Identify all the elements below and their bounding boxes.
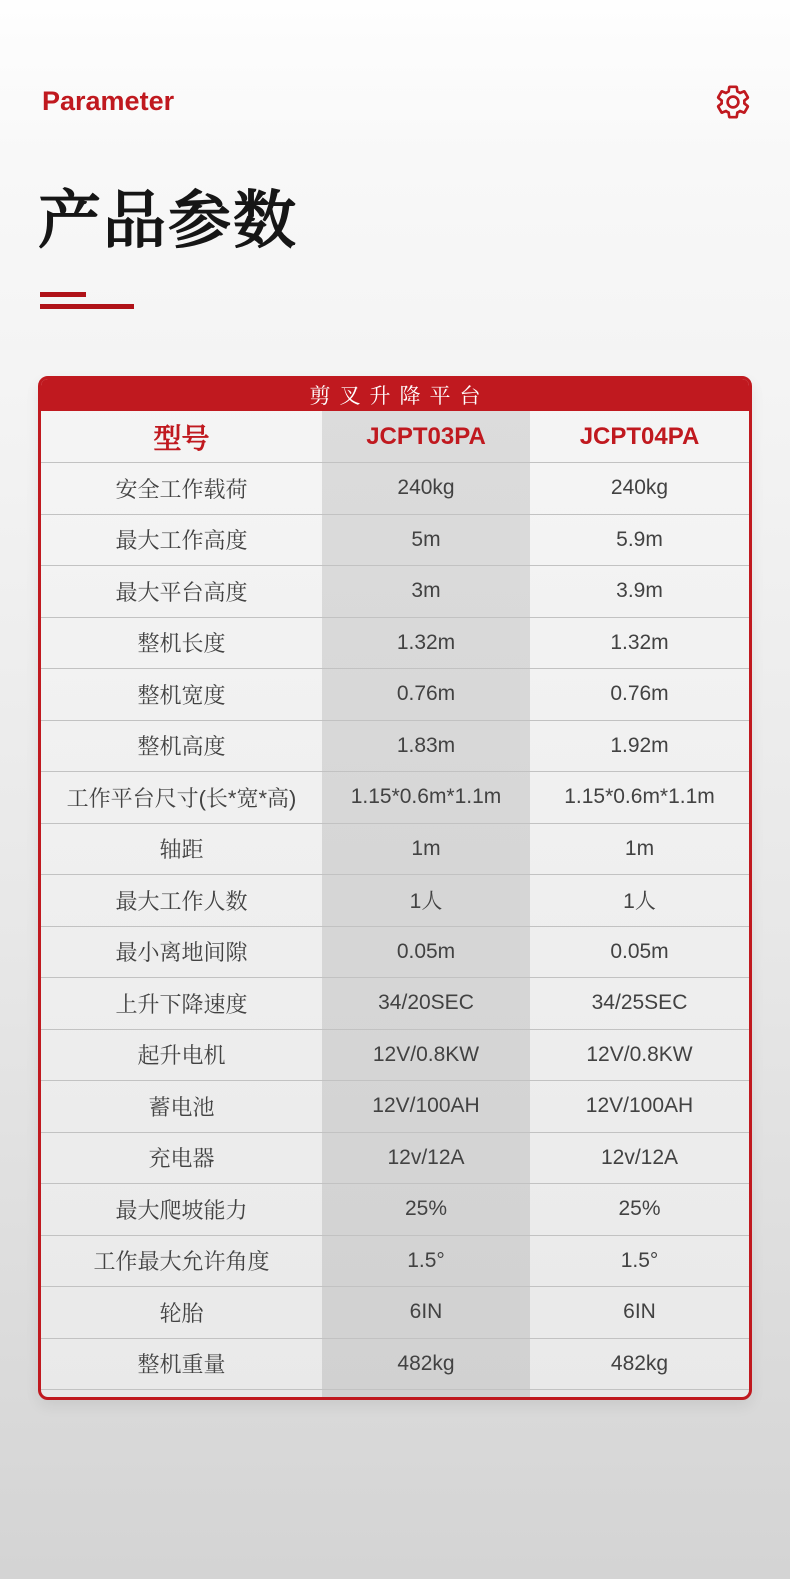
- spec-label-cell: 起升电机: [137, 1043, 226, 1069]
- spec-value-cell-jcpt03pa: 34/20SEC: [378, 991, 474, 1015]
- table-row: [41, 1030, 749, 1082]
- spec-value-cell-jcpt04pa: 3.9m: [616, 579, 663, 603]
- gear-icon: [714, 83, 752, 121]
- table-row: [41, 515, 749, 567]
- spec-value-cell-jcpt04pa: 34/25SEC: [591, 991, 688, 1015]
- spec-value-cell-jcpt03pa: 25%: [404, 1197, 448, 1221]
- spec-value-cell-jcpt03pa: 12v/12A: [387, 1145, 465, 1169]
- spec-table-rows: [41, 463, 749, 1390]
- spec-label-cell: 整机重量: [137, 1352, 226, 1378]
- spec-value-cell-jcpt03pa: 12V/0.8KW: [372, 1042, 480, 1066]
- column-header-jcpt03pa: JCPT03PA: [366, 422, 486, 450]
- spec-value-cell-jcpt03pa: 3m: [411, 579, 441, 603]
- spec-value-cell-jcpt03pa: 1.15*0.6m*1.1m: [350, 785, 502, 809]
- column-header-model: 型号: [153, 422, 210, 454]
- table-row: [41, 669, 749, 721]
- spec-value-cell-jcpt04pa: 1.15*0.6m*1.1m: [564, 785, 715, 809]
- spec-value-cell-jcpt04pa: 482kg: [610, 1351, 669, 1375]
- table-row: [41, 875, 749, 927]
- spec-value-cell-jcpt03pa: 0.05m: [396, 939, 456, 963]
- spec-value-cell-jcpt03pa: 1m: [411, 836, 441, 860]
- spec-label-cell: 整机高度: [137, 734, 226, 760]
- spec-value-cell-jcpt04pa: 12V/0.8KW: [586, 1042, 693, 1066]
- spec-label-cell: 整机宽度: [137, 682, 226, 708]
- spec-value-cell-jcpt03pa: 6IN: [409, 1300, 443, 1324]
- spec-table: [41, 411, 749, 1390]
- spec-value-cell-jcpt03pa: 1.83m: [396, 733, 456, 757]
- spec-label-cell: 上升下降速度: [115, 991, 248, 1017]
- spec-value-cell-jcpt04pa: 1.5°: [620, 1248, 659, 1272]
- table-row: [41, 1133, 749, 1185]
- spec-label-cell: 轴距: [159, 837, 204, 863]
- table-row: [41, 463, 749, 515]
- table-row: [41, 566, 749, 618]
- table-row: [41, 618, 749, 670]
- table-row: [41, 1339, 749, 1391]
- spec-label-cell: 最大爬坡能力: [115, 1197, 248, 1223]
- spec-value-cell-jcpt03pa: 1.32m: [396, 630, 456, 654]
- spec-value-cell-jcpt04pa: 1.32m: [610, 630, 669, 654]
- spec-value-cell-jcpt04pa: 0.76m: [610, 682, 669, 706]
- spec-label-cell: 工作最大允许角度: [93, 1249, 270, 1275]
- spec-value-cell-jcpt04pa: 1.92m: [610, 733, 669, 757]
- table-header-row: [41, 411, 749, 463]
- spec-value-cell-jcpt04pa: 1m: [624, 836, 655, 860]
- decor-line-long: [40, 304, 134, 309]
- table-row: [41, 1184, 749, 1236]
- spec-label-cell: 工作平台尺寸(长*宽*高): [66, 785, 297, 811]
- column-header-jcpt04pa: JCPT04PA: [579, 422, 700, 450]
- table-row: [41, 824, 749, 876]
- table-row: [41, 1287, 749, 1339]
- spec-label-cell: 蓄电池: [148, 1094, 215, 1120]
- table-banner: 剪叉升降平台: [41, 379, 749, 411]
- spec-table-card: [38, 376, 752, 1400]
- spec-value-cell-jcpt04pa: 1人: [623, 890, 656, 914]
- spec-label-cell: 安全工作载荷: [115, 476, 248, 502]
- spec-value-cell-jcpt03pa: 1.5°: [407, 1248, 445, 1272]
- table-row: [41, 978, 749, 1030]
- spec-value-cell-jcpt04pa: 12v/12A: [600, 1145, 679, 1169]
- spec-label-cell: 最大平台高度: [115, 579, 248, 605]
- spec-value-cell-jcpt03pa: 5m: [411, 527, 441, 551]
- spec-label-cell: 最大工作高度: [115, 528, 248, 554]
- spec-value-cell-jcpt03pa: 0.76m: [396, 682, 456, 706]
- spec-value-cell-jcpt04pa: 240kg: [610, 476, 669, 500]
- spec-value-cell-jcpt04pa: 0.05m: [610, 939, 669, 963]
- table-row: [41, 1236, 749, 1288]
- spec-value-cell-jcpt04pa: 25%: [618, 1197, 661, 1221]
- table-row: [41, 927, 749, 979]
- spec-value-cell-jcpt03pa: 1人: [409, 890, 443, 914]
- spec-label-cell: 最小离地间隙: [115, 940, 248, 966]
- spec-label-cell: 最大工作人数: [115, 888, 248, 914]
- parameter-eyebrow-label: Parameter: [42, 86, 175, 116]
- spec-label-cell: 轮胎: [159, 1300, 204, 1326]
- spec-value-cell-jcpt04pa: 12V/100AH: [585, 1094, 694, 1118]
- spec-value-cell-jcpt04pa: 6IN: [623, 1300, 656, 1324]
- spec-value-cell-jcpt04pa: 5.9m: [616, 527, 663, 551]
- table-row: [41, 721, 749, 773]
- table-row: [41, 1081, 749, 1133]
- table-row: [41, 772, 749, 824]
- spec-value-cell-jcpt03pa: 12V/100AH: [372, 1094, 480, 1118]
- spec-label-cell: 充电器: [148, 1146, 215, 1172]
- decor-line-short: [40, 292, 86, 297]
- spec-value-cell-jcpt03pa: 482kg: [397, 1351, 455, 1375]
- spec-label-cell: 整机长度: [137, 631, 226, 657]
- page-title: 产品参数: [38, 186, 298, 256]
- spec-value-cell-jcpt03pa: 240kg: [397, 476, 455, 500]
